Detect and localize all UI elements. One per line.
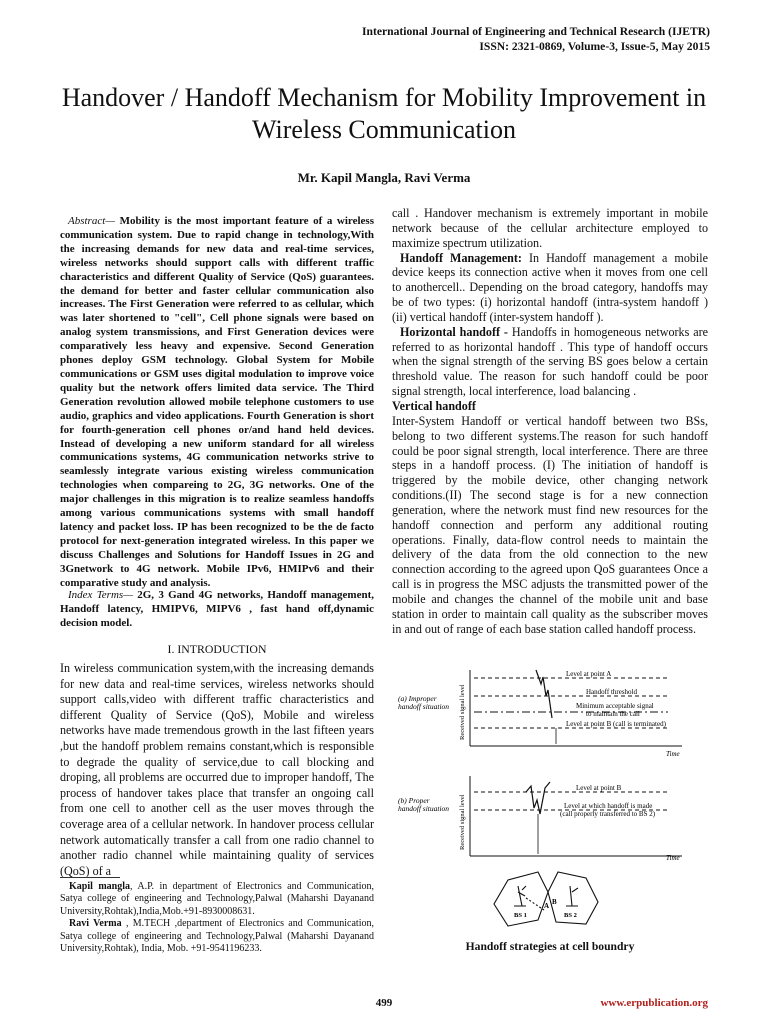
bs1-label: BS 1 [514,912,527,919]
panel-b-y-label: Received signal level [459,794,466,850]
cell-path [526,898,544,910]
handoff-management-label: Handoff Management: [400,250,522,265]
threshold-label: Handoff threshold [586,688,637,696]
level-b-term-label: Level at point B (call is terminated) [566,720,666,728]
bs2-label: BS 2 [564,912,577,919]
panel-a-time-label: Time [666,750,680,758]
publisher-url[interactable]: www.erpublication.org [600,997,708,1009]
index-terms [60,589,374,631]
abstract-label: Abstract— [68,215,116,227]
panel-a-label-2: handoff situation [398,702,450,711]
footnotes [60,881,374,955]
panel-b-label-2: handoff situation [398,804,450,813]
point-b-label: B [552,898,557,906]
figure-caption: Handoff strategies at cell boundry [465,940,635,953]
abstract [60,215,374,590]
paper-authors: Mr. Kapil Mangla, Ravi Verma [297,170,471,185]
index-terms-label: Index Terms— [68,589,133,601]
level-b-label: Level at point B [576,784,622,792]
handoff-figure [398,664,710,936]
handoff-management-text: In Handoff management a mobile device keeps its connection active when it moves from one cell to anothercell.. Depending on the broad category, handoffs may be of two types: (i) horizontal handoff (intra-system handoff ) (ii) vertical handoff (inter-system handoff ). [392,250,708,324]
vertical-handoff-paragraph: Inter-System Handoff or vertical handoff between two BSs, belong to two different systems.The reason for such handoff could be poor signal strength, local interference. There are three steps in a handoff process. (I) The initiation of handoff is triggered by the mobile device, other changing network conditions.(II) The second stage is for a new connection generation, where the network must find new resources for the handoff connection and perform any additional routing operations. Finally, data-flow control needs to maintain the delivery of the data from the old connection to the new connection according to the agreed upon QoS guarantees Once a call is in progress the MSC adjusts the transmitted power of the mobile and changes the channel of the mobile unit and base station in order to maintain call quality as the subscriber moves in and out of range of each base station called handoff process. [392,413,708,636]
footnote-rule [60,877,120,878]
horizontal-handoff-paragraph [392,325,708,399]
footnote-author-1-text: , A.P. in department of Electronics and Communication, Satya college of engineering and Technology,Palwal (Maharshi Dayanand University,Rohtak),India,Mob.+91-8930008631. [60,881,374,917]
level-a-label: Level at point A [566,670,612,678]
cell-diagram [494,872,598,926]
journal-issn: ISSN: 2321-0869, Volume-3, Issue-5, May 2015 [479,40,710,53]
min-signal-label-2: to maintain the call [586,710,640,718]
handoff-made-label-1: Level at which handoff is made [564,802,653,810]
panel-a-y-label: Received signal level [459,684,466,740]
horizontal-handoff-label: Horizontal handoff - [400,324,508,339]
handoff-management-paragraph [392,251,708,325]
handoff-made-label-2: (call properly transferred to BS 2) [560,810,656,818]
vertical-handoff-heading [392,399,708,414]
journal-header [362,24,710,54]
right-column-text [392,206,708,636]
section-heading-introduction: I. INTRODUCTION [167,642,267,656]
min-signal-label-1: Minimum acceptable signal [576,702,654,710]
index-terms-text: 2G, 3 Gand 4G networks, Handoff management, Handoff latency, HMIPV6, MIPV6 , fast hand off,dynamic decision model. [60,589,374,629]
footnote-author-2-name: Ravi Verma [69,918,122,930]
abstract-text: Mobility is the most important feature of a wireless communication system. Due to rapid change in technology,With the increasing demands for new data and real-time services, wireless networks should support calls with different traffic characteristics and different Quality of Service (QoS) guarantees. the demand for better and faster cellular communication also increases. The First Generation were referred to as cellular, which was later shortened to "cell", Cell phone signals were based on analog system transmissions, and First Generation devices were comparatively less heavy and expensive. Second Generation phones deploy GSM technology. Global System for Mobile communications or GSM uses digital modulation to improve voice quality but the network offers limited data service. The Third Generation revolution allowed mobile telephone customers to use audio, graphics and video applications. Fourth Generation is short for fourth-generation cell phones or/and hand held devices. Instead of developing a new uniform standard for all wireless communications systems, 4G communication networks strive to seamlessly integrate various existing wireless communication technologies when compareing to 2G, 3G networks. One of the major challenges in this migration is to realize seamless handoffs among various communications systems with small handoff latency and packet loss. IP has been recognized to be the de facto protocol for next-generation integrated wireless. In this paper we discuss Challenges and Solutions for Handoff Issues in 2G and 3Gnetwork to 4G network. Mobile IPv6, HMIPv6 and their comparative study and analysis. [60,215,374,589]
bs2-tower-icon [566,886,578,906]
paper-title: Handover / Handoff Mechanism for Mobility Improvement in Wireless Communication [61,83,707,144]
page-number: 499 [375,997,393,1009]
panel-a-label-1: (a) Improper [398,694,437,703]
right-paragraph-1: call . Handover mechanism is extremely important in mobile network because of the cellular architecture employed to maximize spectrum utilization. [392,206,708,250]
footnote-author-2-text: , M.TECH ,department of Electronics and Communication, Satya college of engineering and Technology,Palwal (Maharshi Dayanand University,Rohtak), India, Mob. +91-9541196233. [60,918,374,955]
journal-name: International Journal of Engineering and Technical Research (IJETR) [362,25,710,38]
horizontal-handoff-text: Handoffs in homogeneous networks are referred to as horizontal handoff . This type of handoff occurs when the signal strength of the serving BS goes below a certain threshold value. The reason for such handoff could be poor signal strength, local interference, load balancing . [392,324,708,399]
introduction-paragraph: In wireless communication system,with the increasing demands for new data and real-time services, wireless networks should support calls,video with different traffic characteristics and different Quality of Service (QoS), Mobile and wireless networks have made tremendous growth in the last fifteen years ,but the handoff problem remains constant,which is responsible to degrade the quality of service,due to call blocking and droping, all problems are occurred due to improper handoff, The process of handover takes place that transfer an ongoing call from one cell to another cell as the user moves through the coverage area of a cellular network. In handover process cellular network automatically transfer a call from one radio channel to another radio channel while maintaining quality of services (QoS) of a [60,661,374,878]
footnote-author-2 [60,918,374,955]
point-a-label: A [544,902,550,910]
panel-b-time-label: Time [666,854,680,862]
bs1-tower-icon [514,886,526,906]
footnote-author-1-name: Kapil mangla [69,881,130,892]
panel-b-label-1: (b) Proper [398,796,430,805]
vertical-handoff-heading-text: Vertical handoff [392,398,476,413]
panel-a-signal-curve [536,670,552,718]
panel-b-signal-curve [526,782,550,814]
footnote-author-1 [60,881,374,918]
